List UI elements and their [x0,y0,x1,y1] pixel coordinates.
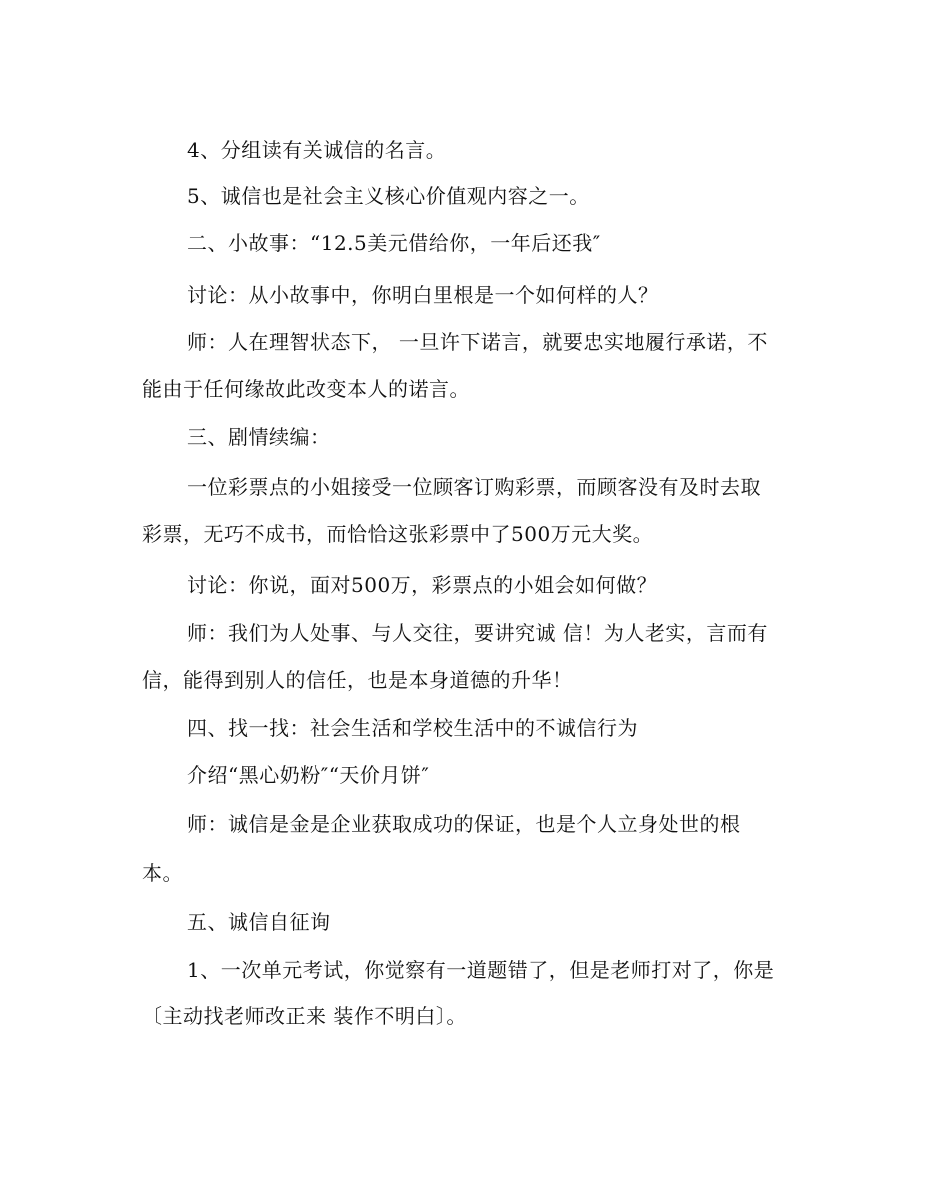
text-line-9: 彩票，无巧不成书，而恰恰这张彩票中了500万元大奖。 [142,522,654,546]
text-line-5: 师：人在理智状态下， 一旦许下诺言，就要忠实地履行承诺，不 [187,330,768,354]
text-line-18: 1、一次单元考试，你觉察有一道题错了，但是老师打对了，你是 [187,958,775,982]
text-line-8: 一位彩票点的小姐接受一位顾客订购彩票，而顾客没有及时去取 [187,475,761,499]
text-line-13: 四、找一找：社会生活和学校生活中的不诚信行为 [187,716,638,740]
text-line-3: 二、小故事：“12.5美元借给你，一年后还我″ [187,231,601,255]
text-line-14: 介绍“黑心奶粉″“天价月饼″ [187,763,430,787]
text-line-10: 讨论：你说，面对500万，彩票点的小姐会如何做？ [187,573,658,597]
text-line-4: 讨论：从小故事中，你明白里根是一个如何样的人？ [187,283,659,307]
text-line-11: 师：我们为人处事、与人交往，要讲究诚 信！为人老实，言而有 [187,621,768,645]
text-line-16: 本。 [142,861,183,885]
text-line-19: 〔主动找老师改正来 装作不明白〕。 [142,1004,467,1028]
text-line-6: 能由于任何缘故此改变本人的诺言。 [142,377,470,401]
text-line-1: 4、分组读有关诚信的名言。 [187,138,447,162]
text-line-15: 师：诚信是金是企业获取成功的保证，也是个人立身处世的根 [187,812,741,836]
text-line-2: 5、诚信也是社会主义核心价值观内容之一。 [187,184,590,208]
text-line-7: 三、剧情续编： [187,425,331,449]
text-line-12: 信，能得到别人的信任，也是本身道德的升华！ [142,668,573,692]
text-line-17: 五、诚信自征询 [187,910,331,934]
